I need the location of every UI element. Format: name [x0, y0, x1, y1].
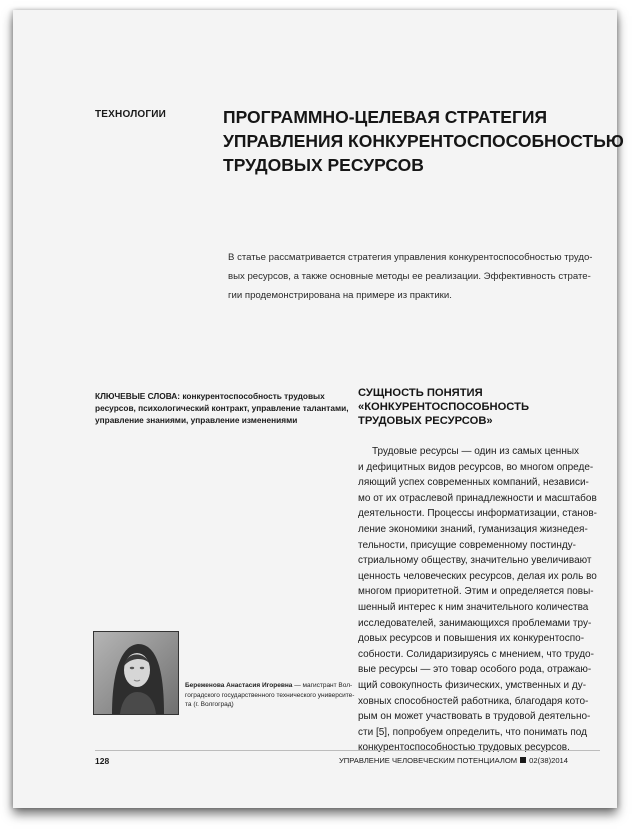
body-line: стриальному обществу, значительно увеличивают — [358, 555, 592, 567]
body-line: сти [5], попробуем определить, что понимать под — [358, 726, 587, 738]
body-line: ляющий успех современных компаний, независи- — [358, 477, 589, 489]
subheading-line: «КОНКУРЕНТОСПОСОБНОСТЬ — [358, 401, 529, 413]
title-line: ПРОГРАММНО-ЦЕЛЕВАЯ СТРАТЕГИЯ — [223, 107, 548, 127]
author-line — [185, 681, 353, 691]
body-line: деятельности. Процессы информатизации, станов- — [358, 508, 598, 520]
journal-page — [13, 10, 624, 808]
body-line: собности. Солидаризируясь с мнением, что трудо- — [358, 648, 594, 660]
journal-name: УПРАВЛЕНИЕ ЧЕЛОВЕЧЕСКИМ ПОТЕНЦИАЛОМ — [338, 756, 518, 765]
square-separator-icon — [520, 757, 526, 763]
body-line: рым он может участвовать в трудовой деятельно- — [358, 711, 591, 723]
article-title — [223, 105, 623, 177]
keywords-line: ресурсов, психологический контракт, управление талантами, — [95, 403, 349, 413]
subheading-line: СУЩНОСТЬ ПОНЯТИЯ — [358, 387, 483, 399]
section-label: ТЕХНОЛОГИИ — [95, 109, 167, 120]
body-line: ценность человеческих ресурсов, делая их роль во — [358, 570, 597, 582]
body-line: исследователей, занимающихся проблемами тру- — [358, 617, 592, 629]
section-subheading — [358, 386, 618, 428]
author-desc: — магистрант Вол- — [292, 682, 353, 689]
body-line: многом приоритетной. Этим и определяется повы- — [358, 586, 594, 598]
body-line: конкурентоспособностью трудовых ресурсов. — [358, 742, 570, 754]
journal-issue: 02(38)2014 — [529, 756, 568, 765]
body-paragraph — [358, 444, 618, 756]
abstract-line: гии продемонстрирована на примере из практики. — [228, 290, 452, 301]
abstract-line: вых ресурсов, а также основные методы ее реализации. Эффективность страте- — [228, 271, 591, 282]
subheading-line: ТРУДОВЫХ РЕСУРСОВ» — [358, 415, 493, 427]
author-line: та (г. Волгоград) — [185, 701, 234, 708]
body-line: ление экономики знаний, гуманизация жизнедея- — [358, 523, 588, 535]
body-line: тельности, присущие современному постинду- — [358, 539, 577, 551]
page-number: 128 — [95, 756, 110, 766]
author-info — [185, 681, 355, 710]
body-line: шенный интерес к ним значительного количества — [358, 601, 589, 613]
keywords-block — [95, 390, 349, 426]
author-photo — [93, 631, 179, 715]
article-abstract — [228, 248, 608, 305]
body-line: Трудовые ресурсы — один из самых ценных — [372, 446, 580, 457]
author-name: Береженова Анастасия Игоревна — [185, 682, 293, 689]
title-line: УПРАВЛЕНИЯ КОНКУРЕНТОСПОСОБНОСТЬЮ — [223, 131, 624, 151]
body-line: ховных способностей работника, благодаря кото- — [358, 695, 589, 707]
body-line: и дефицитных видов ресурсов, во многом опреде- — [358, 461, 594, 473]
body-line: вые ресурсы — это товар особого рода, отражаю- — [358, 664, 592, 676]
body-line: довых ресурсов и повышения их конкурентоспо- — [358, 633, 585, 645]
journal-footer — [339, 756, 568, 765]
abstract-line: В статье рассматривается стратегия управления конкурентоспособностью трудо- — [228, 252, 593, 263]
keywords-line: управление знаниями, управление изменениями — [95, 415, 298, 425]
keywords-line: КЛЮЧЕВЫЕ СЛОВА: конкурентоспособность трудовых — [95, 391, 325, 401]
body-line: щий совокупность физических, умственных и ду- — [358, 679, 587, 691]
author-line: гоградского государственного технического университе- — [185, 691, 355, 699]
body-line: мо от их отраслевой принадлежности и масштабов — [358, 492, 597, 504]
title-line: ТРУДОВЫХ РЕСУРСОВ — [223, 155, 424, 175]
footer-divider — [95, 750, 600, 751]
